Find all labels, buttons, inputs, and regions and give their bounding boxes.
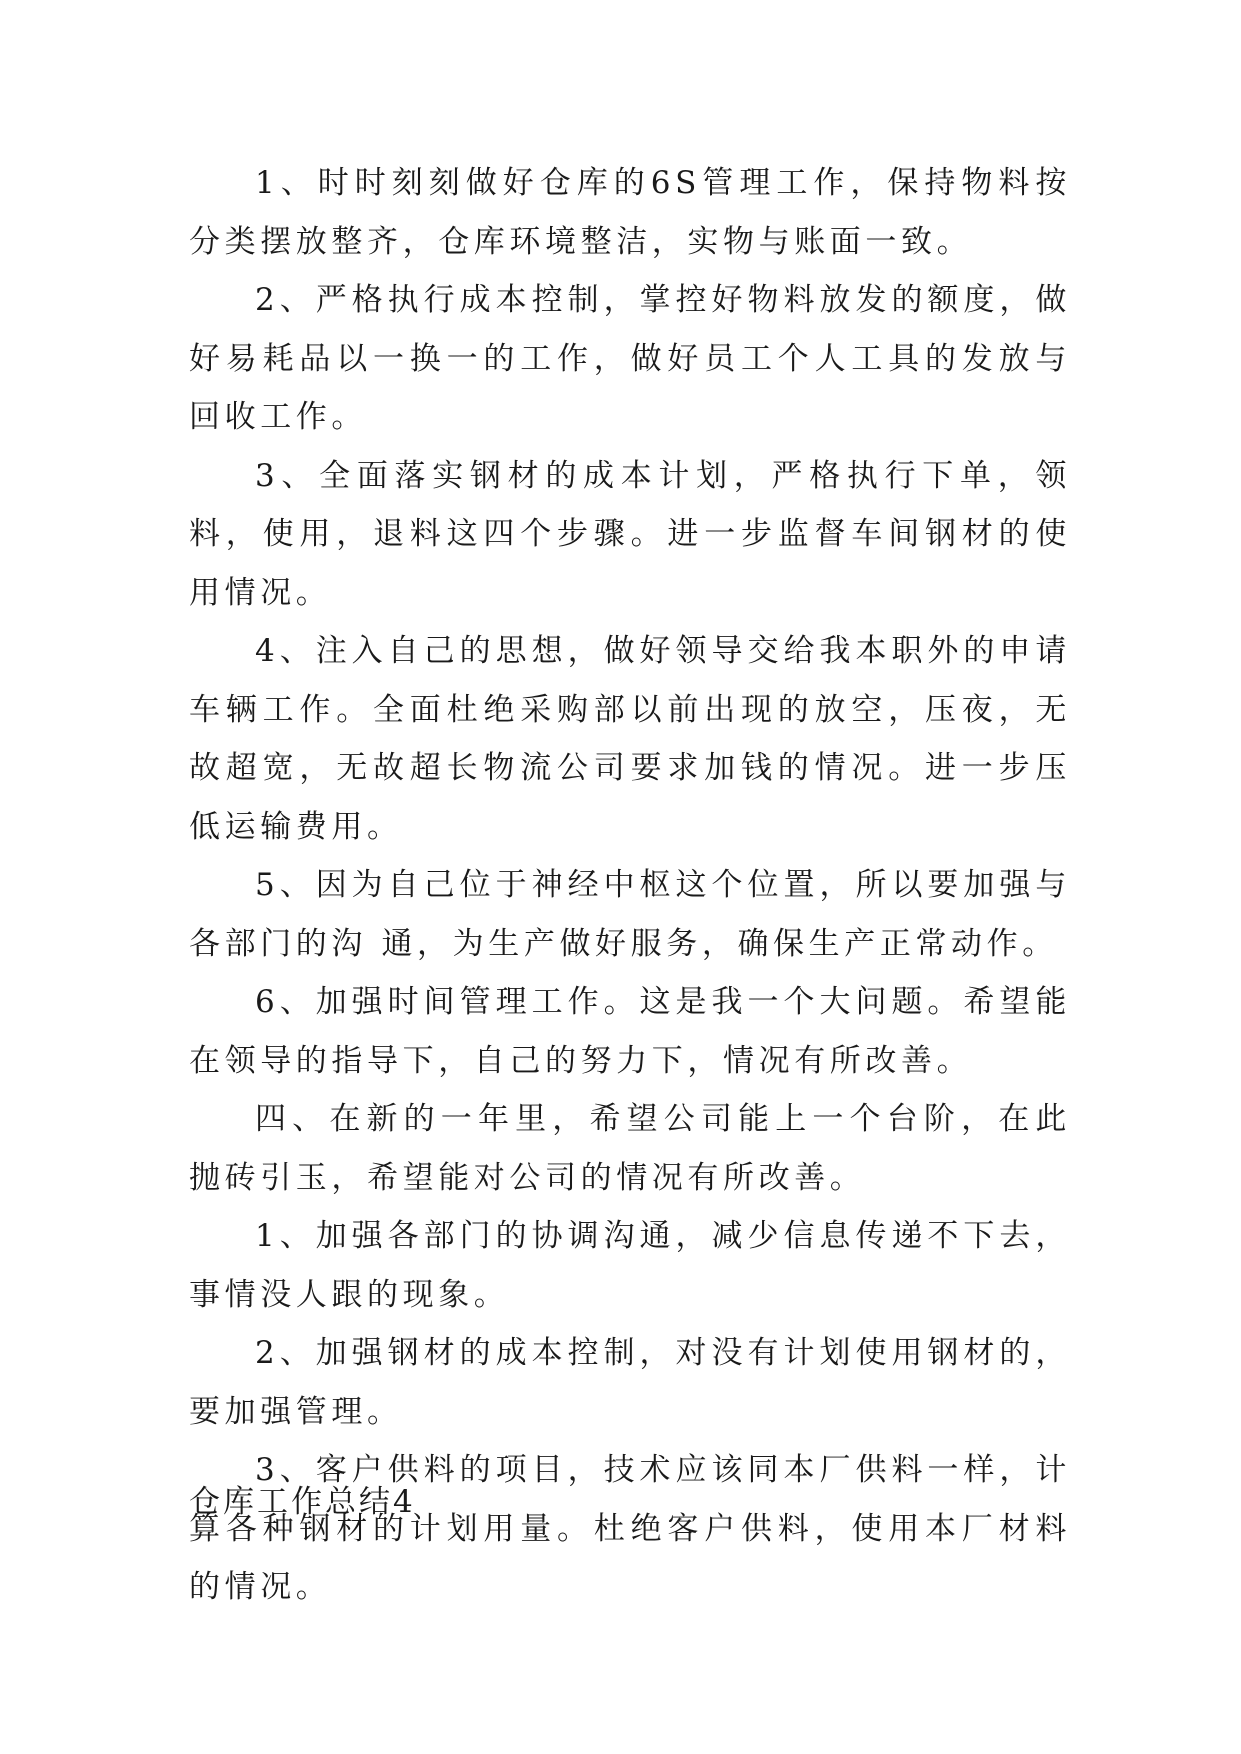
section-heading: 仓库工作总结4 [189, 1484, 416, 1520]
paragraph-suggestion-2: 2、加强钢材的成本控制，对没有计划使用钢材的，要加强管理。 [189, 1335, 1071, 1430]
paragraph-suggestion-1: 1、加强各部门的协调沟通，减少信息传递不下去，事情没人跟的现象。 [189, 1218, 1071, 1313]
paragraph-item-4: 4、注入自己的思想，做好领导交给我本职外的申请车辆工作。全面杜绝采购部以前出现的放空，压夜，无故超宽，无故超长物流公司要求加钱的情况。进一步压低运输费用。 [189, 633, 1071, 845]
document-body [189, 154, 1071, 1617]
paragraph-item-5: 5、因为自己位于神经中枢这个位置，所以要加强与各部门的沟 通，为生产做好服务，确保生产正常动作。 [189, 867, 1071, 962]
paragraph-item-6: 6、加强时间管理工作。这是我一个大问题。希望能在领导的指导下，自己的努力下，情况有所改善。 [189, 984, 1071, 1079]
paragraph-item-1: 1、时时刻刻做好仓库的6S管理工作，保持物料按分类摆放整齐，仓库环境整洁，实物与账面一致。 [189, 165, 1071, 260]
paragraph-item-3: 3、全面落实钢材的成本计划，严格执行下单，领料，使用，退料这四个步骤。进一步监督车间钢材的使用情况。 [189, 457, 1071, 611]
paragraph-section-four: 四、在新的一年里，希望公司能上一个台阶，在此抛砖引玉，希望能对公司的情况有所改善。 [189, 1101, 1071, 1196]
paragraph-suggestion-3: 3、客户供料的项目，技术应该同本厂供料一样，计算各种钢材的计划用量。杜绝客户供料，使用本厂材料的情况。 [189, 1452, 1071, 1605]
paragraph-item-2: 2、严格执行成本控制，掌控好物料放发的额度，做好易耗品以一换一的工作，做好员工个人工具的发放与回收工作。 [189, 282, 1071, 435]
